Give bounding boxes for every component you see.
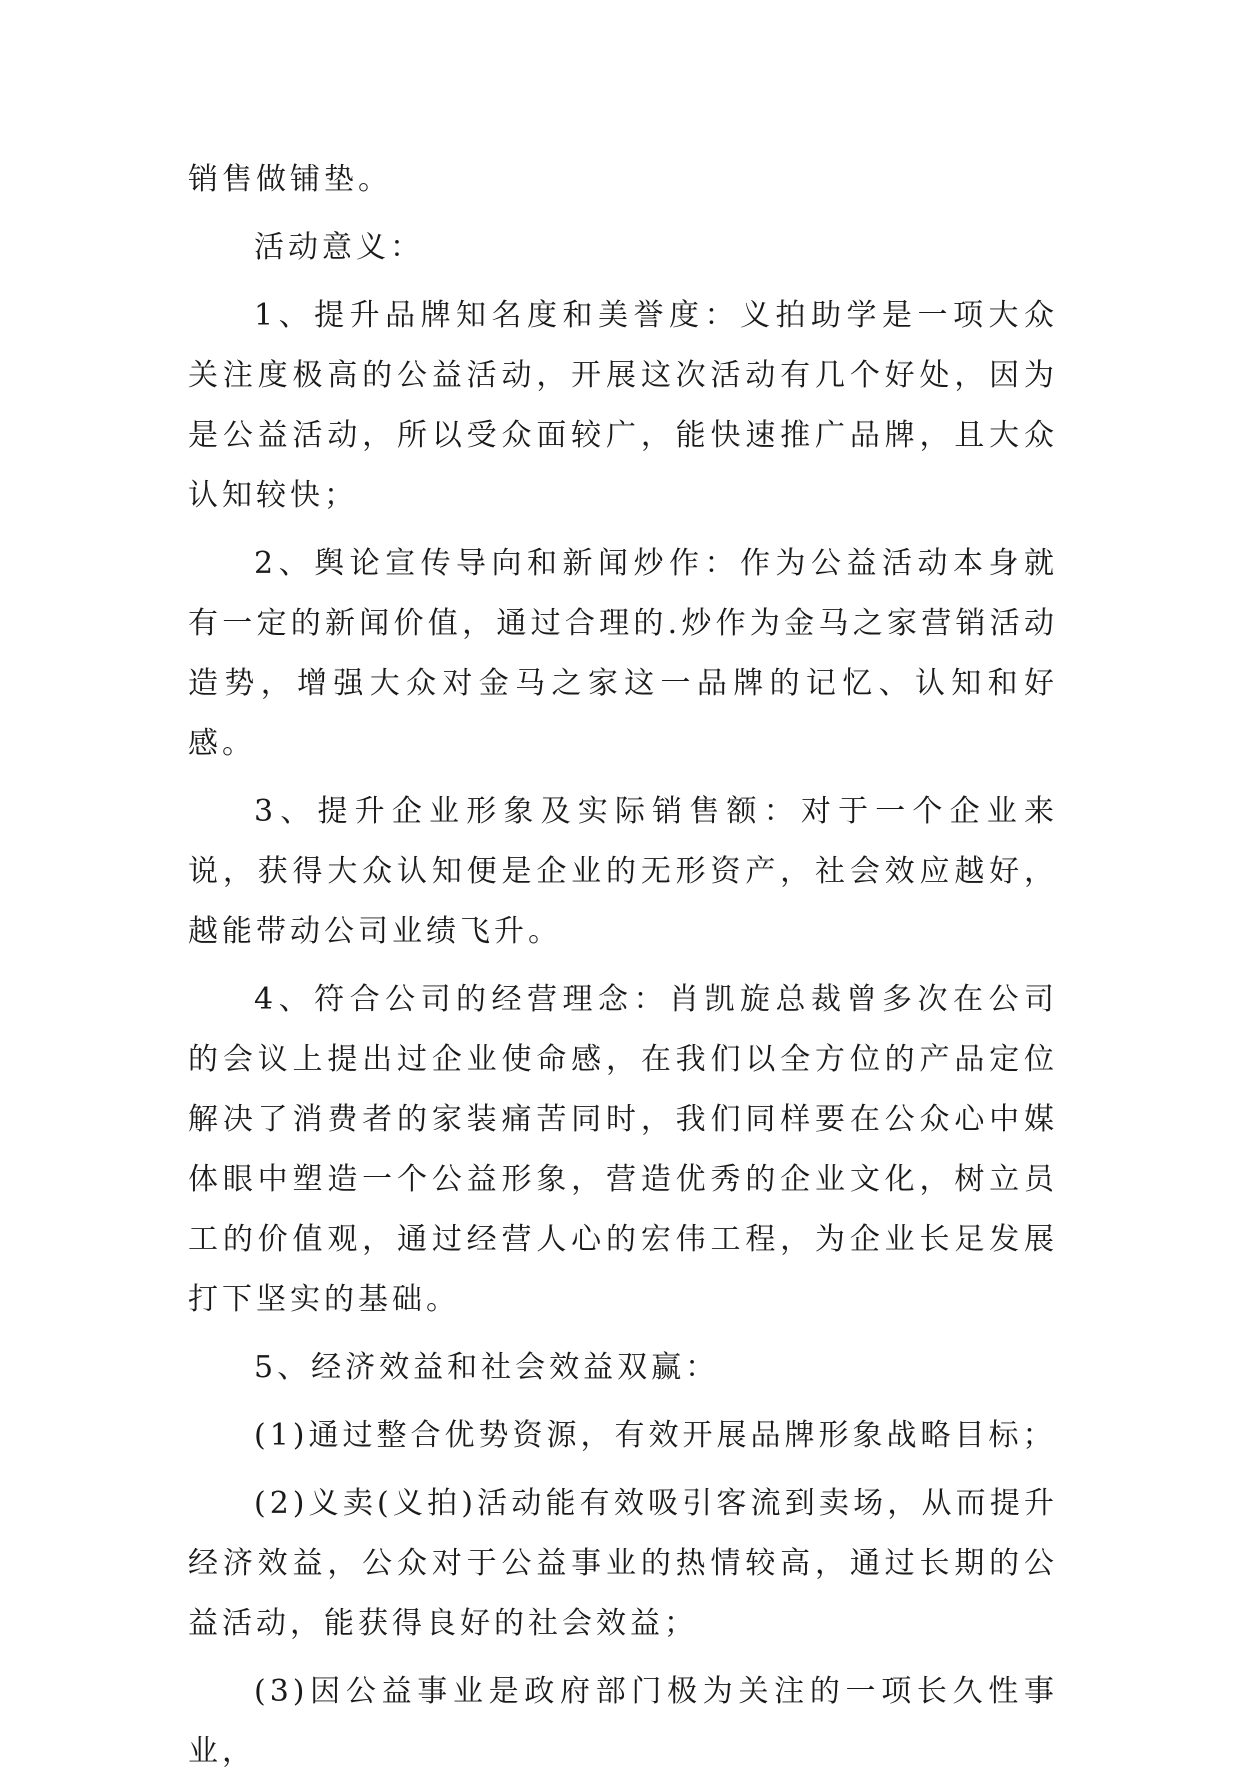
paragraph-subpoint-3: (3)因公益事业是政府部门极为关注的一项长久性事业， <box>188 1674 1058 1769</box>
paragraph-point-2: 2、舆论宣传导向和新闻炒作：作为公益活动本身就有一定的新闻价值，通过合理的.炒作为金马之家营销活动造势，增强大众对金马之家这一品牌的记忆、认知和好感。 <box>188 546 1058 761</box>
paragraph-continuation: 销售做铺垫。 <box>188 162 392 197</box>
paragraph-subpoint-1: (1)通过整合优势资源，有效开展品牌形象战略目标； <box>254 1418 1057 1453</box>
paragraph-point-5: 5、经济效益和社会效益双赢： <box>254 1350 720 1385</box>
paragraph-point-1: 1、提升品牌知名度和美誉度：义拍助学是一项大众关注度极高的公益活动，开展这次活动有几个好处，因为是公益活动，所以受众面较广，能快速推广品牌，且大众认知较快； <box>188 298 1058 513</box>
paragraph-heading-significance: 活动意义： <box>254 230 424 265</box>
document-body <box>188 150 1058 1790</box>
paragraph-point-3: 3、提升企业形象及实际销售额：对于一个企业来说，获得大众认知便是企业的无形资产，社会效应越好，越能带动公司业绩飞升。 <box>188 794 1058 949</box>
paragraph-subpoint-2: (2)义卖(义拍)活动能有效吸引客流到卖场，从而提升经济效益，公众对于公益事业的热情较高，通过长期的公益活动，能获得良好的社会效益； <box>188 1486 1058 1641</box>
paragraph-point-4: 4、符合公司的经营理念：肖凯旋总裁曾多次在公司的会议上提出过企业使命感，在我们以全方位的产品定位解决了消费者的家装痛苦同时，我们同样要在公众心中媒体眼中塑造一个公益形象，营造优秀的企业文化，树立员工的价值观，通过经营人心的宏伟工程，为企业长足发展打下坚实的基础。 <box>188 982 1058 1317</box>
